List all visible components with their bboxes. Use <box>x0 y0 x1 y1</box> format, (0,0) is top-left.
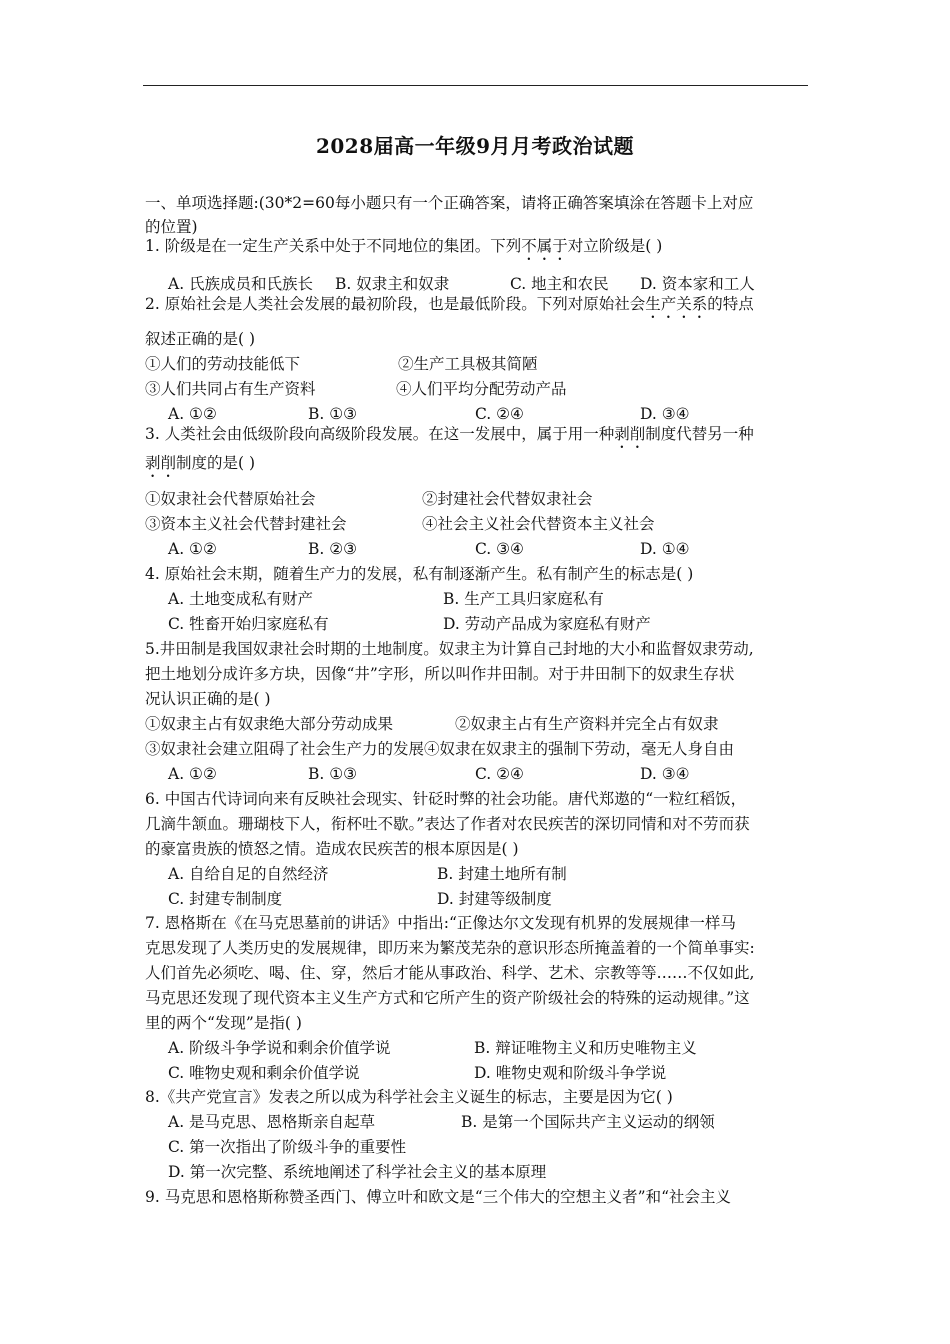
q8-option-c: C. 第一次指出了阶级斗争的重要性 <box>168 1138 407 1156</box>
q4-option-b: B. 生产工具归家庭私有 <box>443 590 604 608</box>
q1-option-a: A. 氏族成员和氏族长 <box>168 275 314 293</box>
q3-item-1: ①奴隶社会代替原始社会 <box>145 490 316 508</box>
q5-item-3-4: ③奴隶社会建立阻碍了社会生产力的发展④奴隶在奴隶主的强制下劳动，毫无人身自由 <box>145 740 735 758</box>
q5-option-a: A. ①② <box>168 765 217 783</box>
q3-item-4: ④社会主义社会代替资本主义社会 <box>422 515 655 533</box>
question-1-stem: 1. 阶级是在一定生产关系中处于不同地位的集团。下列不属于对立阶级是( ) <box>145 237 663 255</box>
q4-option-a: A. 土地变成私有财产 <box>168 590 314 608</box>
q2-item-4: ④人们平均分配劳动产品 <box>396 380 567 398</box>
question-5-stem-3: 况认识正确的是( ) <box>145 690 271 708</box>
q8-option-a: A. 是马克思、恩格斯亲自起草 <box>168 1113 376 1131</box>
question-6-stem: 6. 中国古代诗词向来有反映社会现实、针砭时弊的社会功能。唐代郑遨的“一粒红稻饭， <box>145 790 747 808</box>
question-3-stem: 3. 人类社会由低级阶段向高级阶段发展。在这一发展中，属于用一种剥削制度代替另一种 <box>145 425 754 443</box>
q2-option-b: B. ①③ <box>308 405 358 423</box>
q5-item-1: ①奴隶主占有奴隶绝大部分劳动成果 <box>145 715 394 733</box>
q8-option-b: B. 是第一个国际共产主义运动的纲领 <box>461 1113 715 1131</box>
q2-option-c: C. ②④ <box>475 405 524 423</box>
q5-option-d: D. ③④ <box>640 765 690 783</box>
question-5-stem-2: 把土地划分成许多方块，因像“井”字形，所以叫作井田制。对于井田制下的奴隶生存状 <box>145 665 735 683</box>
q5-option-c: C. ②④ <box>475 765 524 783</box>
question-2-stem-cont: 叙述正确的是( ) <box>145 330 256 348</box>
q1-option-d: D. 资本家和工人 <box>640 275 755 293</box>
question-3-stem-cont: 剥削制度的是( ) <box>145 454 256 472</box>
question-9-stem: 9. 马克思和恩格斯称赞圣西门、傅立叶和欧文是“三个伟大的空想主义者”和“社会主义 <box>145 1188 731 1206</box>
q7-option-c: C. 唯物史观和剩余价值学说 <box>168 1064 360 1082</box>
question-7-stem-4: 马克思还发现了现代资本主义生产方式和它所产生的资产阶级社会的特殊的运动规律。”这 <box>145 989 750 1007</box>
section-heading: 一、单项选择题:(30*2=60每小题只有一个正确答案，请将正确答案填涂在答题卡上对应 <box>145 194 754 212</box>
q3-item-3: ③资本主义社会代替封建社会 <box>145 515 347 533</box>
q3-option-a: A. ①② <box>168 540 217 558</box>
question-7-stem: 7. 恩格斯在《在马克思墓前的讲话》中指出:“正像达尔文发现有机界的发展规律一样马 <box>145 914 736 932</box>
q7-option-a: A. 阶级斗争学说和剩余价值学说 <box>168 1039 391 1057</box>
question-4-stem: 4. 原始社会末期，随着生产力的发展，私有制逐渐产生。私有制产生的标志是( ) <box>145 565 694 583</box>
q4-option-d: D. 劳动产品成为家庭私有财产 <box>443 615 651 633</box>
question-7-stem-5: 里的两个“发现”是指( ) <box>145 1014 302 1032</box>
q8-option-d: D. 第一次完整、系统地阐述了科学社会主义的基本原理 <box>168 1163 547 1181</box>
q1-option-b: B. 奴隶主和奴隶 <box>335 275 450 293</box>
question-6-stem-3: 的豪富贵族的愤怒之情。造成农民疾苦的根本原因是( ) <box>145 840 519 858</box>
q6-option-a: A. 自给自足的自然经济 <box>168 865 329 883</box>
q5-item-2: ②奴隶主占有生产资料并完全占有奴隶 <box>455 715 719 733</box>
q3-option-c: C. ③④ <box>475 540 524 558</box>
question-8-stem: 8.《共产党宣言》发表之所以成为科学社会主义诞生的标志，主要是因为它( ) <box>145 1088 673 1106</box>
q2-item-2: ②生产工具极其简陋 <box>398 355 538 373</box>
question-2-stem: 2. 原始社会是人类社会发展的最初阶段，也是最低阶段。下列对原始社会生产关系的特点 <box>145 295 754 313</box>
question-6-stem-2: 几滴牛颔血。珊瑚枝下人，衔杯吐不歇。”表达了作者对农民疾苦的深切同情和对不劳而获 <box>145 815 750 833</box>
q7-option-d: D. 唯物史观和阶级斗争学说 <box>474 1064 667 1082</box>
q6-option-d: D. 封建等级制度 <box>437 890 552 908</box>
question-5-stem: 5.井田制是我国奴隶社会时期的土地制度。奴隶主为计算自己封地的大小和监督奴隶劳动, <box>145 640 754 658</box>
q6-option-c: C. 封建专制制度 <box>168 890 283 908</box>
q2-item-1: ①人们的劳动技能低下 <box>145 355 301 373</box>
q2-option-a: A. ①② <box>168 405 217 423</box>
section-heading-cont: 的位置) <box>145 218 198 236</box>
page-title: 2028届高一年级9月月考政治试题 <box>315 134 635 158</box>
q3-option-b: B. ②③ <box>308 540 358 558</box>
header-rule <box>143 85 808 86</box>
q1-option-c: C. 地主和农民 <box>510 275 609 293</box>
q2-item-3: ③人们共同占有生产资料 <box>145 380 316 398</box>
question-7-stem-2: 克思发现了人类历史的发展规律，即历来为繁茂芜杂的意识形态所掩盖着的一个简单事实: <box>145 939 755 957</box>
q3-option-d: D. ①④ <box>640 540 690 558</box>
q3-item-2: ②封建社会代替奴隶社会 <box>422 490 593 508</box>
q2-option-d: D. ③④ <box>640 405 690 423</box>
question-7-stem-3: 人们首先必须吃、喝、住、穿，然后才能从事政治、科学、艺术、宗教等等……不仅如此, <box>145 964 755 982</box>
q7-option-b: B. 辩证唯物主义和历史唯物主义 <box>474 1039 697 1057</box>
q6-option-b: B. 封建土地所有制 <box>437 865 567 883</box>
q4-option-c: C. 牲畜开始归家庭私有 <box>168 615 329 633</box>
q5-option-b: B. ①③ <box>308 765 358 783</box>
